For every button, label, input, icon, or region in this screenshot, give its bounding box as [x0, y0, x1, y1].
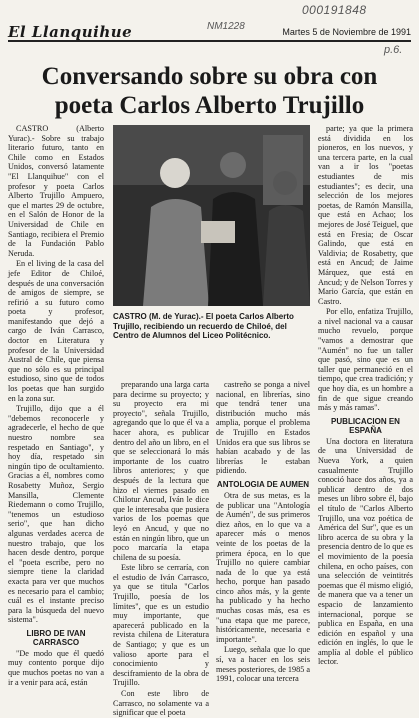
paragraph: Luego, señala que lo que sí, va a hacer en los seis meses posteriores, de 1985 a 1991, colocar una tercera — [216, 645, 310, 684]
photo-caption: CASTRO (M. de Yurac).- El poeta Carlos Alberto Trujillo, recibiendo un recuerdo de Chiloé, del Centro de Alumnos del Liceo Politécnico. — [113, 312, 294, 341]
article-column-1 — [8, 124, 104, 687]
paragraph: parte; ya que la primera está dividida en los pioneros, en los nuevos, y una tercera parte, en la cual van a ir los "poetas estudiantes de mis estudiantes"; es decir, una selección de los mejores poetas, de Ramón Mansilla, que está en Achao; los mejores de José Teiguel, que está en Fresia; de Oscar Galindo, que está en Valdivia; de Rosabetty, que está en Ancud; de Jaime Márquez, que está en Ancud; y de Nelson Torres y Mario García, que están en Castro. — [318, 124, 413, 306]
news-photo — [113, 125, 310, 306]
paragraph: Por ello, enfatiza Trujillo, a nivel nacional va a causar mucho revuelo, porque "vamos a demostrar que "Aumén" no fue un taller que pasó, sino que es un taller que permaneció en el tiempo, que crea tradición; y que hoy día, es un hombre a fin de que sigue creando más y más ramas". — [318, 307, 413, 413]
paragraph: CASTRO (Alberto Yurac).- Sobre su trabajo literario futuro, tanto en Chile como en Estados Unidos, conversó latamente "El Llanquihue" con el profesor y poeta Carlos Alberto Trujillo Ampuero, que el martes 29 de octubre, en el Salón de Honor de la Universidad de Chile en Santiago, recibiera el Premio de la Fundación Pablo Neruda. — [8, 124, 104, 258]
article-column-4 — [318, 124, 413, 667]
paragraph: castreño se ponga a nivel nacional, en librerías, sino que tendrá tener una distribución mucho más amplia, porque el problema de Trujillo en Estados Unidos era que sus libros se habían acabado y de las librerías le estaban pidiendo. — [216, 380, 310, 476]
newspaper-name: El Llanquihue — [8, 23, 133, 41]
paragraph: preparando una larga carta para decirme su proyecto; y su proyecto era mi proyecto", señala Trujillo, agregando que lo que él va a hacer ahora, es publicar dentro del año un libro, en el que se seleccionará lo más importante de los cuatro libros anteriores; y que después de la lectura que hizo el viernes pasado en Chilotur Ancud, Iván le dice que le interesaba que pusiera varios de los poemas que leyó en Ancud, y que no están en ningún libro, que un poco marcaría la etapa chilena de su poesía. — [113, 380, 209, 562]
photo-image — [113, 125, 310, 306]
section-heading: ANTOLOGIA DE AUMEN — [216, 479, 310, 489]
headline: Conversando sobre su obra con poeta Carlos Alberto Trujillo — [41, 63, 378, 119]
handwritten-date-annotation: NM1228 — [207, 21, 245, 32]
paragraph: Otra de sus metas, es la de publicar una "Antología de Aumén", de sus primeros diez años, en lo que va a aparecer más o menos veinte de los poetas de la primera época, en lo que Trujillo no quiere cambiar nada de lo que ya está hecho, porque han pasado cinco años más, y la gente ha publicado y ha hecho muchas cosas más, esa es "una etapa que me parece, históricamente, necesaria e importante". — [216, 490, 310, 644]
section-heading: LIBRO DE IVAN CARRASCO — [26, 628, 86, 647]
paragraph: En el living de la casa del jefe Editor de Chiloé, después de una conversación de amigos de siempre, se refirió a su futuro como poeta y profesor, manifestando que dejó a cargo de Iván Carrasco, doctor en Literatura y profesor de la Universidad Austral de Chile, que piensa que no sólo es su principal estudioso, sino que de todos los poetas que han surgido en la zona sur. — [8, 259, 104, 403]
article-column-3 — [216, 380, 310, 684]
paragraph: Con este libro de Carrasco, no solamente va a significar que el poeta — [113, 689, 209, 718]
paragraph: Este libro se cerraría, con el estudio de Iván Carrasco, ya que se titula "Carlos Trujillo, poesía de los límites", que es un estudio muy importante, que aparecerá publicado en la revista chilena de Literatura de Santiago; y que es un valioso aporte para el conocimiento y desciframiento de la obra de Trujillo. — [113, 563, 209, 688]
archive-code-annotation: 000191848 — [302, 3, 367, 17]
issue-date: Martes 5 de Noviembre de 1991 — [282, 27, 411, 37]
page-number-annotation: p.6. — [384, 44, 403, 56]
masthead — [8, 24, 411, 42]
article-column-2 — [113, 380, 209, 718]
paragraph: Trujillo, dijo que a él "debemos reconocerle y agradecerle, el hecho de que nuestro nombre sea respetado en Santiago", y hoy día, respetado sin ningún tipo de ocultamiento. Gracias a él, nombres como Rosabetty Muñoz, Sergio Mansilla, Clemente Riedemann o como Trujillo, "tenemos un estudioso serio", que han dicho algunas verdades acerca de nuestro trabajo, que los hacen desde dentro, porque el "poeta escribe, pero no siempre tiene la claridad exacta para ver que muchos es necesario para el cambio; cuál es el instante preciso para la búsqueda del nuevo sistema". — [8, 404, 104, 625]
section-heading: PUBLICACION EN ESPAÑA — [331, 416, 400, 435]
paragraph: Una doctora en literatura de una Universidad de Nueva York, a quien casualmente Trujillo conoció hace dos años, ya a publicar dentro de dos meses un libro sobre él, bajo el título de "Carlos Alberto Trujillo, una voz poética de América del Sur", que es un libro acerca de su obra y la presencia dentro de lo que es el movimiento de la poesía chilena, en ocho países, con una selección de veintitrés poemas que él mismo eligió, de manera que va a tener un espacio de lanzamiento internacional, porque se publica en España, en una edición en español y una edición en inglés, lo que le amplía al doble el público lector. — [318, 436, 413, 667]
paragraph: "De modo que él quedó muy contento porque dijo que muchos poetas no van a ir a venir para acá, están — [8, 648, 104, 687]
